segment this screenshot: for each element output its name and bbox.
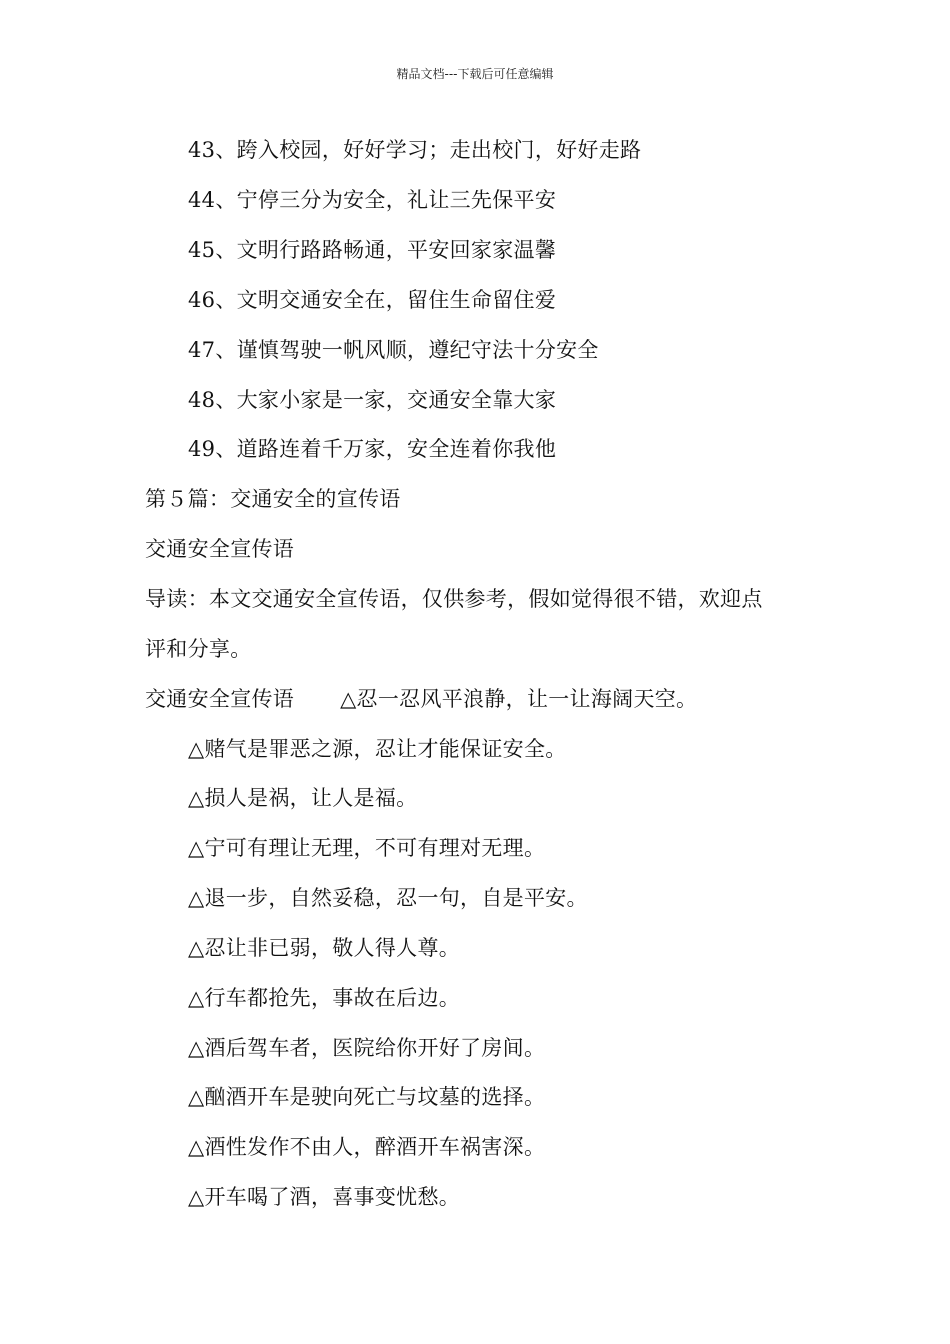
section-title: 第５篇：交通安全的宣传语 [145,487,401,511]
intro-paragraph-line-1: 导读：本文交通安全宣传语，仅供参考，假如觉得很不错，欢迎点 [145,587,763,611]
article-subtitle: 交通安全宣传语 [145,537,295,561]
intro-paragraph-line-2: 评和分享。 [145,637,252,661]
triangle-slogan: △赌气是罪恶之源，忍让才能保证安全。 [188,737,567,761]
slogan-line-44: 44、宁停三分为安全，礼让三先保平安 [188,188,557,212]
page-header: 精品文档---下载后可任意编辑 [396,67,554,81]
triangle-slogan: △损人是祸，让人是福。 [188,786,418,810]
slogan-line-49: 49、道路连着千万家，安全连着你我他 [188,437,557,461]
slogan-line-43: 43、跨入校园，好好学习；走出校门，好好走路 [188,138,642,162]
triangle-slogan: △宁可有理让无理，不可有理对无理。 [188,836,546,860]
triangle-slogan: △酒性发作不由人，醉酒开车祸害深。 [188,1135,546,1159]
triangle-slogan: △退一步，自然妥稳，忍一句，自是平安。 [188,886,588,910]
slogan-line-47: 47、谨慎驾驶一帆风顺，遵纪守法十分安全 [188,338,599,362]
triangle-slogan: △行车都抢先，事故在后边。 [188,986,461,1010]
triangle-slogan: △开车喝了酒，喜事变忧愁。 [188,1185,461,1209]
slogan-lead-label: 交通安全宣传语 [145,687,295,711]
slogan-lead-line [145,685,697,713]
triangle-slogan: △酒后驾车者，医院给你开好了房间。 [188,1036,546,1060]
triangle-slogan: △忍让非已弱，敬人得人尊。 [188,936,461,960]
slogan-lead-text: △忍一忍风平浪静，让一让海阔天空。 [340,687,698,711]
slogan-line-46: 46、文明交通安全在，留住生命留住爱 [188,288,557,312]
slogan-line-48: 48、大家小家是一家，交通安全靠大家 [188,388,557,412]
triangle-slogan: △酗酒开车是驶向死亡与坟墓的选择。 [188,1085,546,1109]
slogan-line-45: 45、文明行路路畅通，平安回家家温馨 [188,238,557,262]
